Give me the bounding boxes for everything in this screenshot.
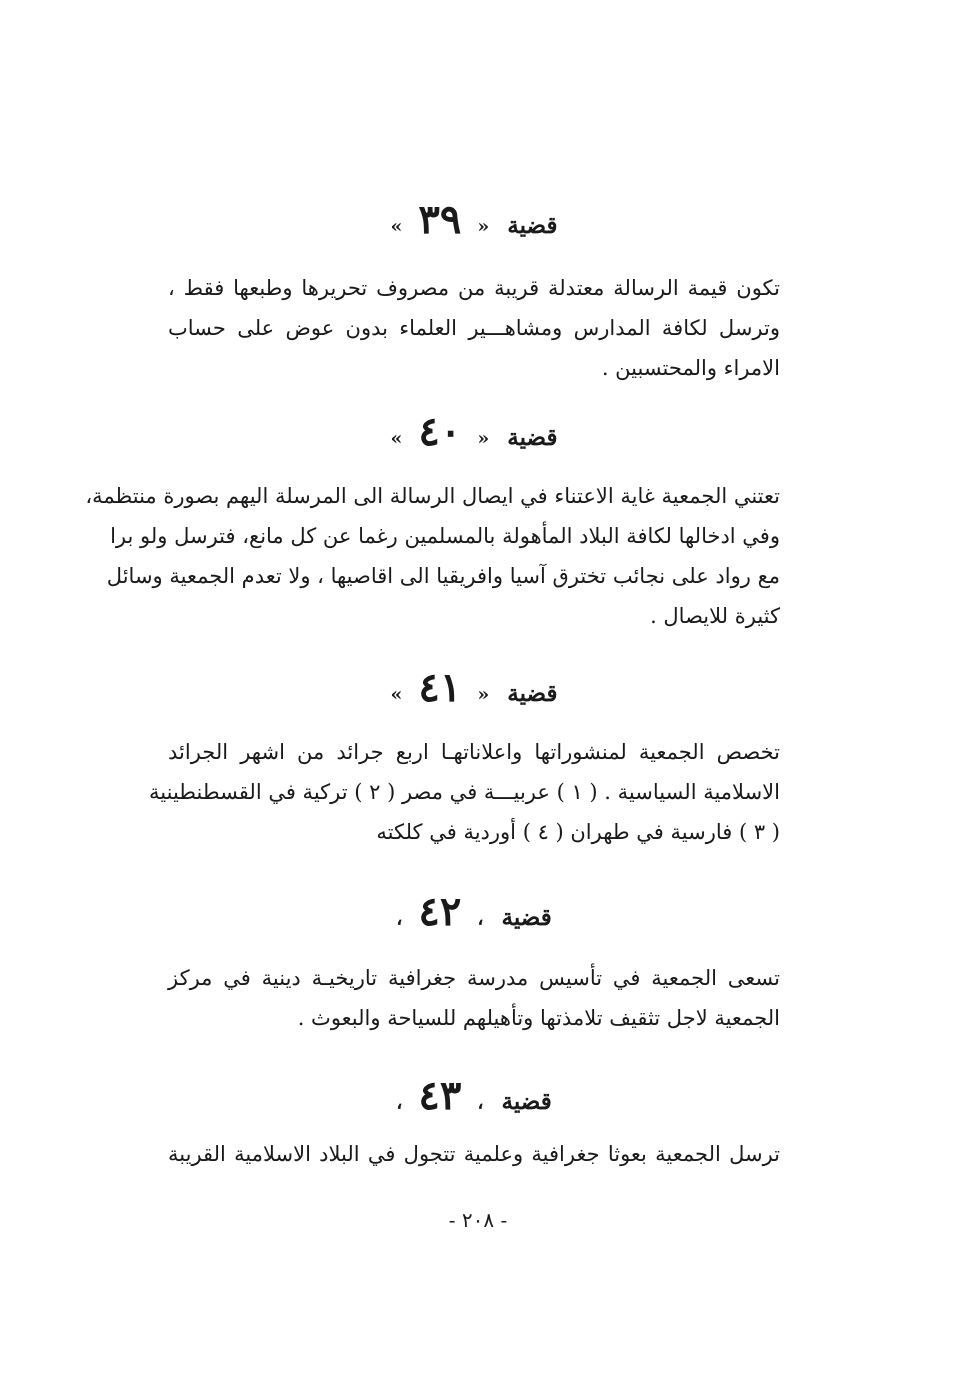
section-heading (168, 408, 780, 455)
close-quote: ، (396, 1091, 403, 1114)
paragraph-line: ترسل الجمعية بعوثا جغرافية وعلمية تتجول في البلاد الاسلامية القريبة (168, 1142, 780, 1166)
heading-number: ٤١ (418, 664, 462, 711)
paragraph-line: مع رواد على نجائب تخترق آسيا وافريقيا الى اقاصيها ، ولا تعدم الجمعية وسائل (106, 564, 780, 588)
section-40 (168, 408, 780, 455)
section-heading (168, 1072, 780, 1119)
paragraph-42 (168, 958, 780, 1038)
page-number: - ٢٠٨ - (448, 1208, 508, 1232)
paragraph-line: وفي ادخالها لكافة البلاد المأهولة بالمسلمين رغما عن كل مانع، فترسل ولو برا (110, 524, 780, 548)
heading-word: قضية (501, 904, 552, 931)
paragraph-line: كثيرة للايصال . (650, 604, 780, 628)
heading-word: قضية (507, 424, 558, 451)
heading-word: قضية (507, 680, 558, 707)
paragraph-line: وترسل لكافة المدارس ومشاهـــير العلماء بدون عوض على حساب (168, 316, 780, 340)
close-quote: ، (396, 907, 403, 930)
paragraph-40 (85, 476, 780, 636)
section-43 (168, 1072, 780, 1119)
section-heading (168, 664, 780, 711)
heading-number: ٤٢ (418, 888, 462, 935)
heading-word: قضية (507, 212, 558, 239)
close-quote: » (390, 683, 403, 706)
section-heading (168, 196, 780, 243)
paragraph-line: الاسلامية السياسية . ( ١ ) عربيـــة في مصر ( ٢ ) تركية في القسطنطينية (149, 780, 780, 804)
paragraph-line: الجمعية لاجل تثقيف تلامذتها وتأهيلهم للسياحة والبعوث . (297, 1006, 780, 1030)
close-quote: » (390, 427, 403, 450)
heading-number: ٣٩ (418, 196, 462, 243)
open-quote: « (477, 215, 490, 238)
paragraph-line: تسعى الجمعية في تأسيس مدرسة جغرافية تاريخيـة دينية في مركز (168, 966, 780, 990)
open-quote: « (477, 427, 490, 450)
paragraph-line: الامراء والمحتسبين . (601, 356, 780, 380)
paragraph-39 (168, 268, 780, 388)
open-quote: ، (477, 1091, 484, 1114)
paragraph-line: ( ٣ ) فارسية في طهران ( ٤ ) أوردية في كلكته (376, 820, 780, 844)
section-41 (168, 664, 780, 711)
open-quote: « (477, 683, 490, 706)
section-42 (168, 888, 780, 935)
heading-word: قضية (501, 1088, 552, 1115)
paragraph-line: تخصص الجمعية لمنشوراتها واعلاناتهـا اربع جرائد من اشهر الجرائد (168, 740, 780, 764)
paragraph-line: تعتني الجمعية غاية الاعتناء في ايصال الرسالة الى المرسلة اليهم بصورة منتظمة، (85, 484, 780, 508)
section-39 (168, 196, 780, 243)
heading-number: ٤٣ (418, 1072, 462, 1119)
section-heading (168, 888, 780, 935)
open-quote: ، (477, 907, 484, 930)
paragraph-41 (149, 732, 780, 852)
paragraph-43 (168, 1134, 780, 1174)
close-quote: » (390, 215, 403, 238)
heading-number: ٤٠ (418, 408, 462, 455)
paragraph-line: تكون قيمة الرسالة معتدلة قريبة من مصروف تحريرها وطبعها فقط ، (168, 276, 780, 300)
